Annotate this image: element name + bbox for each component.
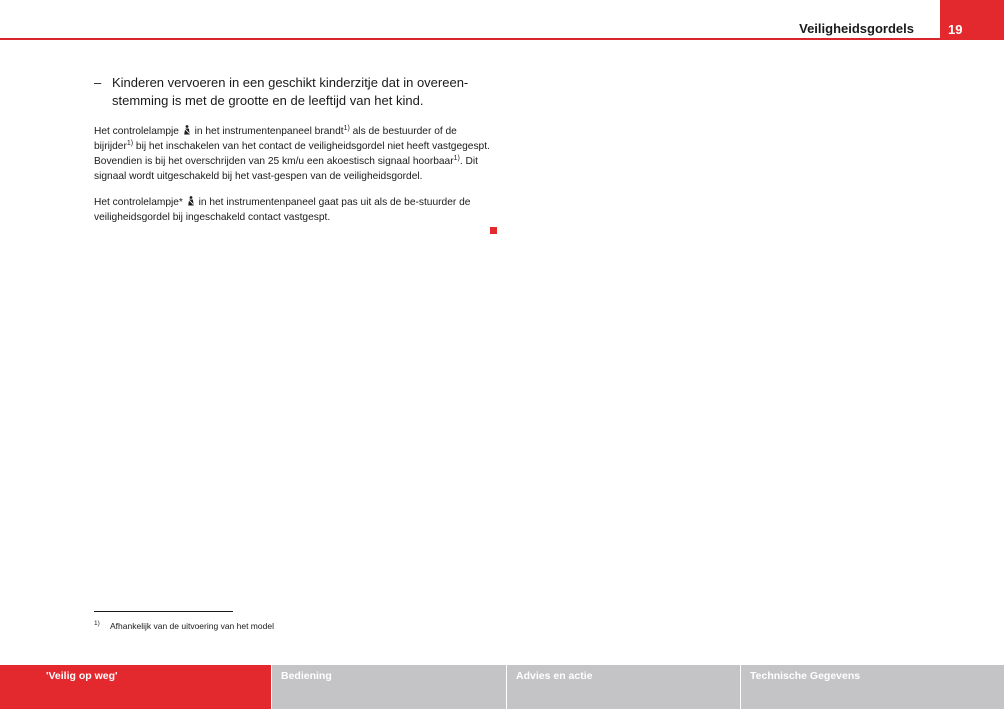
- section-title: Veiligheidsgordels: [799, 21, 914, 36]
- footer-tab-veilig-op-weg[interactable]: 'Veilig op weg': [0, 665, 271, 709]
- seatbelt-warning-icon: [187, 196, 195, 206]
- para1-text-d: bij het inschakelen van het contact de veiligheidsgordel niet heeft vastgegespt. Bovendien is bij het overschrijden van 25 km/u een akoestisch signaal hoorbaar: [94, 141, 490, 167]
- seatbelt-warning-icon: [183, 125, 191, 135]
- paragraph-1: [94, 124, 494, 184]
- footer-tab-technische-gegevens[interactable]: Technische Gegevens: [741, 665, 1004, 709]
- content: [94, 74, 494, 236]
- para1-text-e: . Dit signaal wordt uitgeschakeld bij het vast-gespen van de veiligheidsgordel.: [94, 156, 478, 182]
- footnote-ref: 1): [453, 155, 460, 162]
- para1-text-a: Het controlelampje: [94, 126, 182, 137]
- para1-text-c: als de bestuurder of de bijrijder: [94, 126, 457, 152]
- footnote-mark: 1): [94, 620, 100, 627]
- footnote-ref: 1): [126, 140, 134, 147]
- footnote-text: Afhankelijk van de uitvoering van het model: [110, 621, 274, 631]
- header-rule: [0, 38, 940, 40]
- footnote-ref: 1): [343, 125, 350, 132]
- bullet-text: Kinderen vervoeren in een geschikt kinderzitje dat in overeen-stemming is met de grootte en de leeftijd van het kind.: [112, 75, 469, 108]
- para1-text-b: in het instrumentenpaneel brandt: [191, 126, 344, 137]
- footer-tab-bediening[interactable]: Bediening: [272, 665, 506, 709]
- bullet-dash: –: [94, 75, 102, 90]
- footer-tab-advies-en-actie[interactable]: Advies en actie: [507, 665, 740, 709]
- para2-text-a: Het controlelampje*: [94, 197, 186, 208]
- footer-nav: [0, 665, 1004, 709]
- page-number-box: [940, 0, 1004, 40]
- page-number: 19: [948, 22, 963, 37]
- bullet-item: [94, 74, 494, 110]
- section-end-marker: [490, 227, 497, 234]
- footnote-rule: [94, 611, 233, 612]
- para2-text-b: in het instrumentenpaneel gaat pas uit als de be-stuurder de veiligheidsgordel bij ingeschakeld contact vastgespt.: [94, 197, 471, 223]
- paragraph-2: [94, 195, 494, 225]
